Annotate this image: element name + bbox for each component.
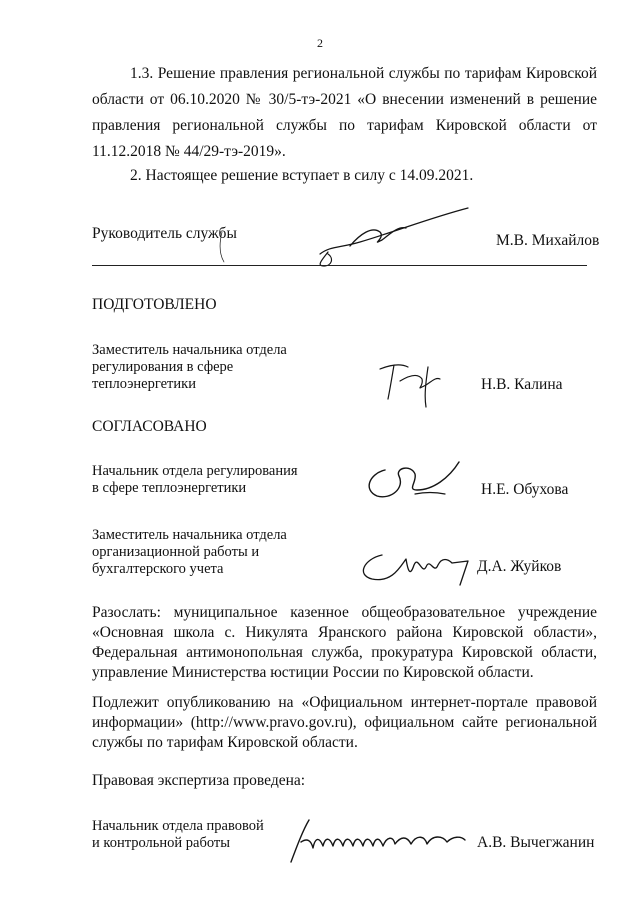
vychegzhanin-signature <box>283 812 473 867</box>
decision-item-2: 2. Настоящее решение вступает в силу с 14.09.2021. <box>130 167 474 184</box>
signature-line <box>92 265 587 266</box>
legal-review-label: Правовая экспертиза проведена: <box>92 772 306 789</box>
prepared-header: ПОДГОТОВЛЕНО <box>92 296 217 313</box>
head-signature <box>210 200 490 280</box>
kalina-signature <box>370 355 450 415</box>
legal-review-position: Начальник отдела правовой и контрольной работы <box>92 818 264 851</box>
legal-review-name: А.В. Вычегжанин <box>477 834 595 851</box>
agreed-signer-2-name: Д.А. Жуйков <box>477 558 562 575</box>
obukhova-signature <box>355 450 465 510</box>
agreed-signer-2-position: Заместитель начальника отдела организационной работы и бухгалтерского учета <box>92 527 287 577</box>
prepared-signer-position: Заместитель начальника отдела регулирования в сфере теплоэнергетики <box>92 342 287 392</box>
decision-item-1-3: 1.3. Решение правления региональной службы по тарифам Кировской области от 06.10.2020 № 30/5-тэ-2021 «О внесении изменений в решение правления региональной службы по тарифам Кировской области от 11.12.2018 № 44/29-тэ-2019». <box>92 65 597 160</box>
agreed-signer-1-name: Н.Е. Обухова <box>481 481 569 498</box>
distribution-list: Разослать: муниципальное казенное общеобразовательное учреждение «Основная школа с. Никулята Яранского района Кировской области», Федеральная антимонопольная служба, прокуратура Кировской области, управление Министерства юстиции России по Кировской области. <box>92 604 597 681</box>
head-name: М.В. Михайлов <box>496 232 600 249</box>
prepared-signer-name: Н.В. Калина <box>481 376 563 393</box>
head-position: Руководитель службы <box>92 225 237 242</box>
page-number: 2 <box>317 36 323 50</box>
publication-note: Подлежит опубликованию на «Официальном интернет-портале правовой информации» (http://www.pravo.gov.ru), официальном сайте региональной службы по тарифам Кировской области. <box>92 694 597 751</box>
agreed-header: СОГЛАСОВАНО <box>92 418 207 435</box>
zhuikov-signature <box>352 545 472 590</box>
agreed-signer-1-position: Начальник отдела регулирования в сфере теплоэнергетики <box>92 463 298 496</box>
